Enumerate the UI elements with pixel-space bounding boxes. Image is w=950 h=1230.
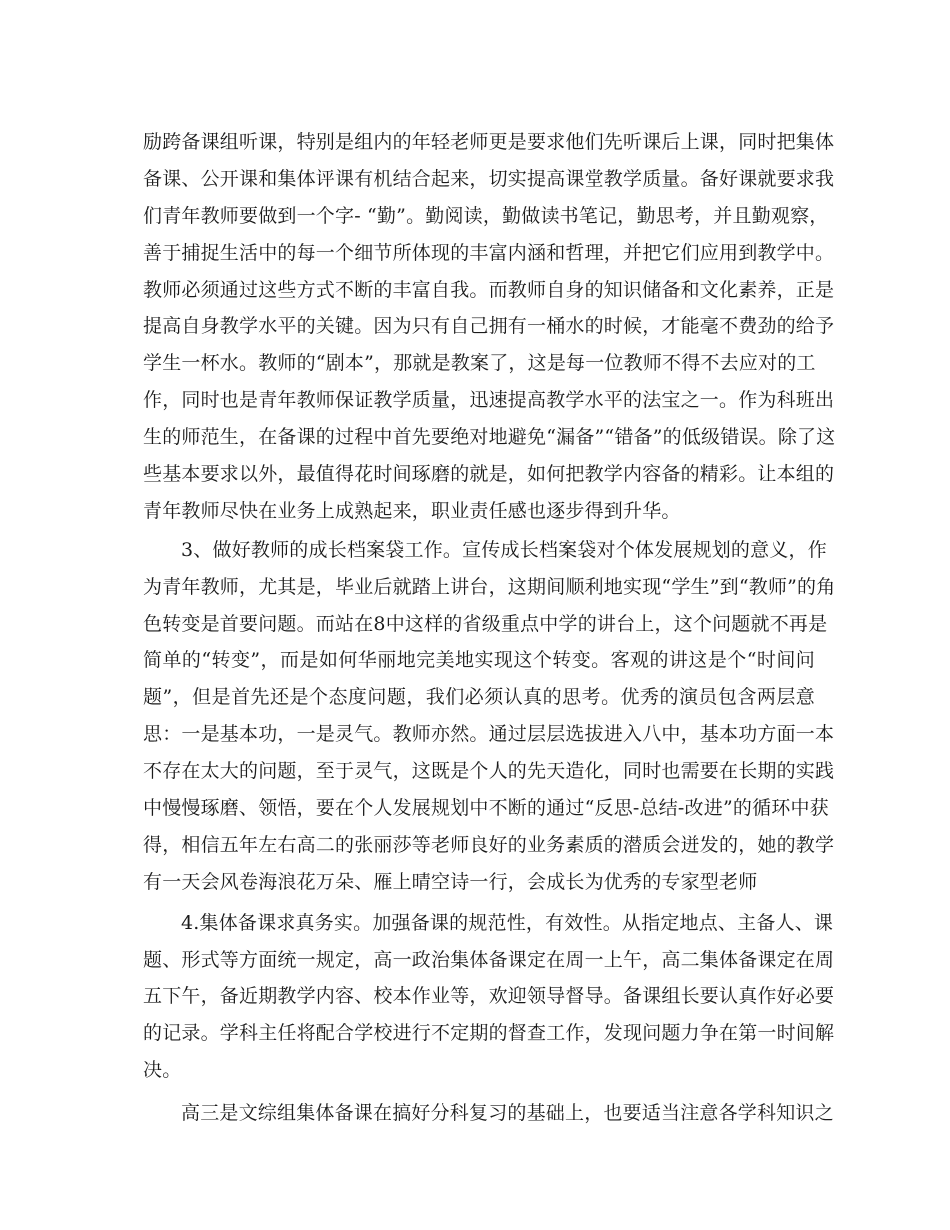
text-line: 为青年教师，尤其是，毕业后就踏上讲台，这期间顺利地实现“学生”到“教师”的角	[143, 575, 836, 598]
text-line: 4.集体备课求真务实。加强备课的规范性，有效性。从指定地点、主备人、课	[181, 911, 834, 934]
paragraph	[143, 905, 835, 1089]
text-line: 不存在太大的问题，至于灵气，这既是个人的先天造化，同时也需要在长期的实践	[143, 760, 835, 783]
text-line: 生的师范生，在备课的过程中首先要绝对地避免“漏备”“错备”的低级错误。除了这	[143, 426, 836, 449]
text-line: 的记录。学科主任将配合学校进行不定期的督查工作，发现问题力争在第一时间解	[143, 1022, 835, 1045]
text-line: 青年教师尽快在业务上成熟起来，职业责任感也逐步得到升华。	[143, 499, 681, 522]
text-line: 们青年教师要做到一个字- “勤”。勤阅读，勤做读书笔记，勤思考，并且勤观察，	[143, 204, 829, 227]
text-line: 题”，但是首先还是个态度问题，我们必须认真的思考。优秀的演员包含两层意	[143, 686, 815, 709]
paragraph	[143, 124, 836, 530]
text-line: 3、做好教师的成长档案袋工作。宣传成长档案袋对个体发展规划的意义，作	[181, 538, 827, 561]
text-line: 教师必须通过这些方式不断的丰富自我。而教师自身的知识储备和文化素养，正是	[143, 278, 835, 301]
text-line: 决。	[143, 1059, 182, 1082]
text-line: 善于捕捉生活中的每一个细节所体现的丰富内涵和哲理，并把它们应用到教学中。	[143, 241, 835, 264]
text-line: 简单的“转变”，而是如何华丽地完美地实现这个转变。客观的讲这是个“时间问	[143, 649, 815, 672]
text-line: 色转变是首要问题。而站在8中这样的省级重点中学的讲台上，这个问题就不再是	[143, 612, 828, 635]
paragraph	[143, 532, 836, 901]
text-line: 学生一杯水。教师的“剧本”，那就是教案了，这是每一位教师不得不去应对的工	[143, 352, 816, 375]
text-line: 作，同时也是青年教师保证教学质量，迅速提高教学水平的法宝之一。作为科班出	[143, 389, 835, 412]
text-line: 题、形式等方面统一规定，高一政治集体备课定在周一上午，高二集体备课定在周	[143, 948, 835, 971]
text-line: 提高自身教学水平的关键。因为只有自己拥有一桶水的时候，才能毫不费劲的给予	[143, 315, 835, 338]
text-line: 五下午，备近期教学内容、校本作业等，欢迎领导督导。备课组长要认真作好必要	[143, 985, 835, 1008]
text-line: 思：一是基本功，一是灵气。教师亦然。通过层层选拔进入八中，基本功方面一本	[143, 723, 835, 746]
text-line: 得，相信五年左右高二的张丽莎等老师良好的业务素质的潜质会迸发的，她的教学	[143, 833, 835, 856]
text-line: 高三是文综组集体备课在搞好分科复习的基础上，也要适当注意各学科知识之	[181, 1102, 834, 1125]
text-line: 备课、公开课和集体评课有机结合起来，切实提高课堂教学质量。备好课就要求我	[143, 167, 835, 190]
text-line: 些基本要求以外，最值得花时间琢磨的就是，如何把教学内容备的精彩。让本组的	[143, 463, 835, 486]
document-body	[143, 124, 836, 1132]
text-line: 有一天会风卷海浪花万朵、雁上晴空诗一行，会成长为优秀的专家型老师	[143, 870, 758, 893]
paragraph	[143, 1095, 834, 1132]
text-line: 中慢慢琢磨、领悟，要在个人发展规划中不断的通过“反思-总结-改进”的循环中获	[143, 797, 829, 820]
text-line: 励跨备课组听课，特别是组内的年轻老师更是要求他们先听课后上课，同时把集体	[143, 131, 835, 153]
